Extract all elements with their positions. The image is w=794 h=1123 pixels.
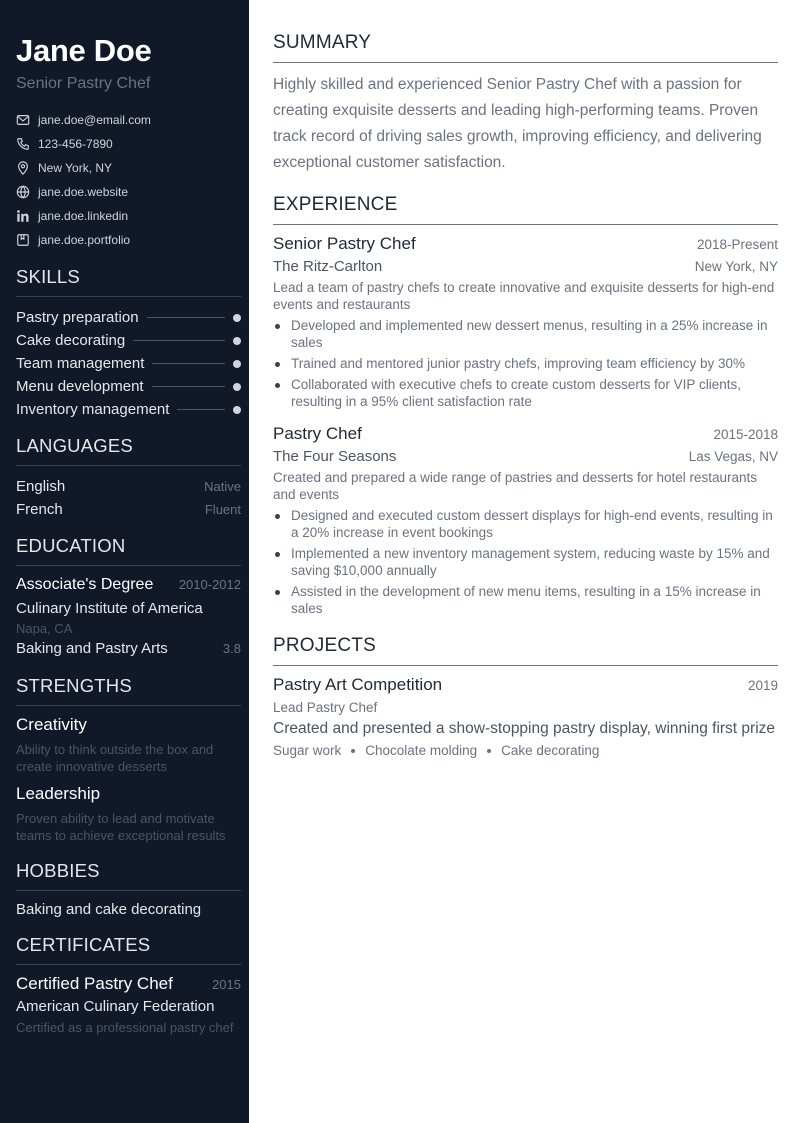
skill-item [16, 398, 241, 421]
skill-level-dot [233, 383, 241, 391]
strength-title: Creativity [16, 715, 87, 734]
strength-item [16, 715, 241, 775]
skill-divider [152, 363, 225, 364]
education-degree: Associate's Degree [16, 576, 154, 593]
job-description: Lead a team of pastry chefs to create innovative and exquisite desserts for high-end events and restaurants [273, 280, 775, 312]
contact-text: jane.doe.website [38, 185, 129, 199]
section-heading: LANGUAGES [16, 435, 241, 466]
summary-section [273, 32, 778, 176]
education-header [16, 576, 241, 594]
skill-level-dot [233, 406, 241, 414]
achievement-item: Trained and mentored junior pastry chefs, improving team efficiency by 30% [273, 355, 778, 372]
contact-text: jane.doe.portfolio [38, 233, 131, 247]
education-field-row [16, 640, 241, 657]
summary-text: Highly skilled and experienced Senior Pastry Chef with a passion for creating exquisite desserts and leading high-performing teams. Proven track record of driving sales growth, improving efficiency, and delivering exceptional customer satisfaction. [273, 76, 762, 171]
languages-section [16, 435, 241, 521]
contact-text: New York, NY [38, 161, 113, 175]
section-heading: EXPERIENCE [273, 194, 778, 225]
projects-section [273, 635, 778, 758]
main-content [249, 0, 794, 1123]
globe-icon [16, 185, 30, 199]
skill-list [16, 306, 241, 421]
language-name: English [16, 478, 66, 495]
certificate-desc: Certified as a professional pastry chef [16, 1020, 234, 1035]
experience-section [273, 194, 778, 617]
skill-item [16, 352, 241, 375]
linkedin-icon [16, 209, 30, 223]
contact-phone[interactable] [16, 132, 241, 156]
achievement-item: Collaborated with executive chefs to create custom desserts for VIP clients, resulting in a 95% client satisfaction rate [273, 376, 778, 410]
job-subheader [273, 444, 778, 465]
skills-section [16, 266, 241, 421]
skill-item [16, 329, 241, 352]
job-company: The Ritz-Carlton [273, 258, 383, 275]
strengths-section [16, 675, 241, 844]
job-location: New York, NY [694, 259, 778, 274]
contact-list [16, 108, 241, 252]
job-title: Pastry Chef [273, 424, 362, 443]
job-subheader [273, 254, 778, 275]
project-tag: Chocolate molding [365, 743, 478, 758]
hobby-item: Baking and cake decorating [16, 901, 202, 918]
section-heading: SKILLS [16, 266, 241, 297]
hobbies-section [16, 860, 241, 918]
language-level: Fluent [204, 502, 241, 517]
strength-desc: Ability to think outside the box and create innovative desserts [16, 742, 214, 774]
job-title: Senior Pastry Chef [273, 234, 416, 253]
language-name: French [16, 501, 63, 518]
job-achievements [273, 507, 778, 617]
job-description: Created and prepared a wide range of pastries and desserts for hotel restaurants and events [273, 470, 758, 502]
achievement-item: Assisted in the development of new menu items, resulting in a 15% increase in sales [273, 583, 778, 617]
language-list [16, 475, 241, 521]
skill-divider [147, 317, 225, 318]
education-section [16, 535, 241, 657]
project-tag: Sugar work [273, 743, 342, 758]
contact-website[interactable] [16, 180, 241, 204]
certificate-year: 2015 [212, 977, 241, 992]
job-dates: 2018-Present [696, 237, 778, 252]
section-heading: SUMMARY [273, 32, 778, 63]
project-tags [273, 743, 778, 758]
person-role: Senior Pastry Chef [16, 75, 151, 92]
section-heading: HOBBIES [16, 860, 241, 891]
contact-portfolio[interactable] [16, 228, 241, 252]
achievement-item: Designed and executed custom dessert displays for high-end events, resulting in a 20% increase in event bookings [273, 507, 778, 541]
section-heading: STRENGTHS [16, 675, 241, 706]
contact-text: jane.doe.linkedin [38, 209, 129, 223]
job-header [273, 234, 778, 254]
strength-title: Leadership [16, 784, 101, 803]
project-title: Pastry Art Competition [273, 675, 443, 694]
project-tag: Cake decorating [501, 743, 600, 758]
job-location: Las Vegas, NV [688, 449, 778, 464]
job-company: The Four Seasons [273, 448, 397, 465]
job-dates: 2015-2018 [713, 427, 778, 442]
language-level: Native [204, 479, 241, 494]
skill-divider [152, 386, 225, 387]
achievement-item: Developed and implemented new dessert menus, resulting in a 25% increase in sales [273, 317, 778, 351]
contact-email[interactable] [16, 108, 241, 132]
job-header [273, 424, 778, 444]
skill-item [16, 306, 241, 329]
section-heading: CERTIFICATES [16, 934, 241, 965]
language-item [16, 498, 241, 521]
project-header [273, 675, 778, 695]
portfolio-icon [16, 233, 30, 247]
skill-label: Team management [16, 355, 145, 372]
skill-label: Inventory management [16, 401, 170, 418]
skill-item [16, 375, 241, 398]
project-entry [273, 675, 778, 758]
phone-icon [16, 137, 30, 151]
skill-level-dot [233, 337, 241, 345]
location-pin-icon [16, 161, 30, 175]
language-item [16, 475, 241, 498]
skill-divider [133, 340, 225, 341]
education-dates: 2010-2012 [178, 577, 241, 592]
skill-label: Menu development [16, 378, 144, 395]
strength-desc: Proven ability to lead and motivate teams to achieve exceptional results [16, 811, 226, 843]
contact-linkedin[interactable] [16, 204, 241, 228]
contact-text: 123-456-7890 [38, 137, 113, 151]
skill-level-dot [233, 360, 241, 368]
achievement-item: Implemented a new inventory management system, reducing waste by 15% and saving $10,000 annually [273, 545, 778, 579]
section-heading: PROJECTS [273, 635, 778, 666]
skill-level-dot [233, 314, 241, 322]
project-role: Lead Pastry Chef [273, 700, 378, 715]
education-field: Baking and Pastry Arts [16, 640, 168, 657]
sidebar [0, 0, 249, 1123]
contact-location [16, 156, 241, 180]
certificate-entry [16, 974, 241, 1036]
certificate-issuer: American Culinary Federation [16, 998, 215, 1015]
contact-text: jane.doe@email.com [38, 113, 151, 127]
job-entry [273, 424, 778, 617]
skill-label: Cake decorating [16, 332, 126, 349]
section-heading: EDUCATION [16, 535, 241, 566]
project-year: 2019 [747, 678, 778, 693]
certificates-section [16, 934, 241, 1036]
strength-item [16, 784, 241, 844]
skill-divider [177, 409, 225, 410]
project-description: Created and presented a show-stopping pastry display, winning first prize [273, 720, 776, 737]
education-school: Culinary Institute of America [16, 600, 203, 617]
education-location: Napa, CA [16, 621, 73, 636]
person-name: Jane Doe [16, 33, 152, 68]
job-entry [273, 234, 778, 410]
mail-icon [16, 113, 30, 127]
certificate-title: Certified Pastry Chef [16, 974, 173, 993]
skill-label: Pastry preparation [16, 309, 139, 326]
certificate-header [16, 974, 241, 994]
tag-separator [487, 749, 491, 753]
education-entry [16, 576, 241, 657]
job-achievements [273, 317, 778, 410]
education-gpa: 3.8 [222, 641, 241, 656]
tag-separator [351, 749, 355, 753]
